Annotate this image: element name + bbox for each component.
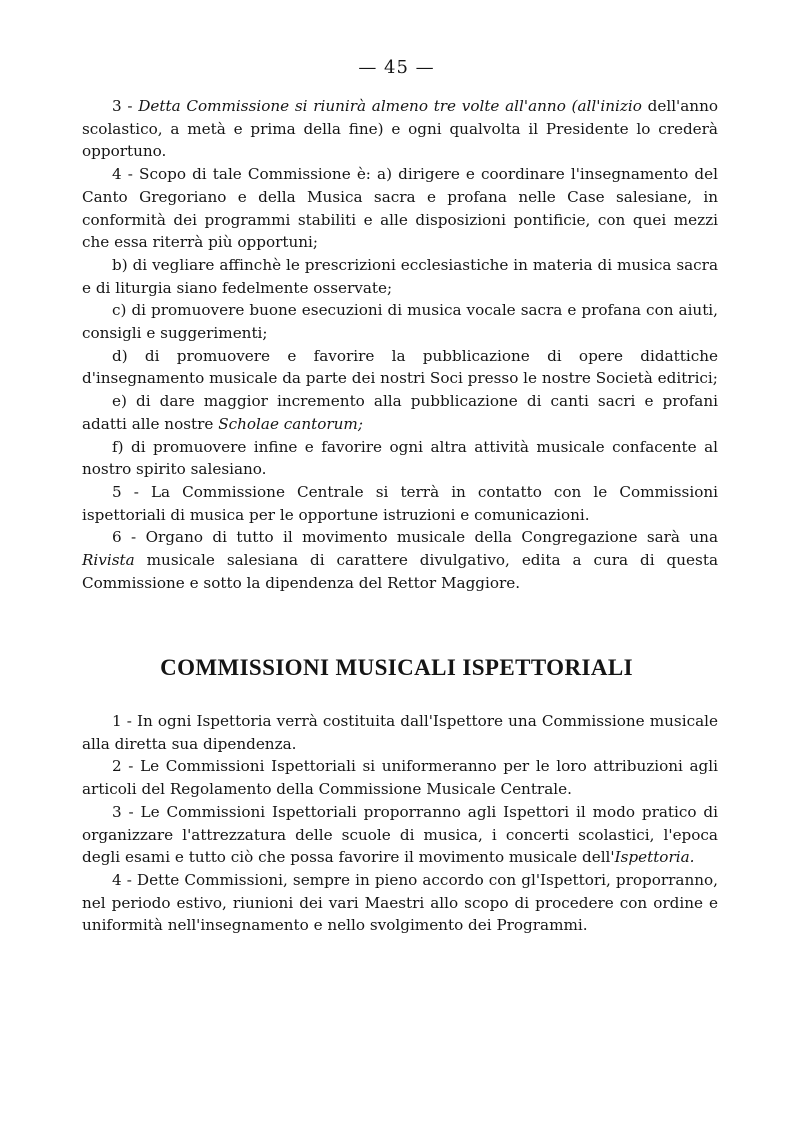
article-6-italic: Rivista — [82, 551, 135, 570]
article-body-inspectorial-commissions — [82, 710, 718, 937]
paragraph-article-3 — [82, 95, 718, 163]
paragraph-insp-article-1: 1 - In ogni Ispettoria verrà costituita dall'Ispettore una Commissione musicale alla diretta sua dipendenza. — [82, 712, 718, 753]
paragraph-article-6 — [82, 526, 718, 594]
paragraph-item-e — [82, 390, 718, 435]
article-body-central-commission — [82, 95, 718, 594]
paragraph-item-f: f) di promuovere infine e favorire ogni altra attività musicale confacente al nostro spirito salesiano. — [82, 437, 718, 479]
paragraph-insp-article-4: 4 - Dette Commissioni, sempre in pieno accordo con gl'Ispettori, proporranno, nel periodo estivo, riunioni dei vari Maestri allo scopo di procedere con ordine e uniformità nell'insegnamento e nello svolgimento dei Programmi. — [82, 870, 718, 935]
paragraph-insp-article-2: 2 - Le Commissioni Ispettoriali si uniformeranno per le loro attribuzioni agli articoli del Regolamento della Commissione Musicale Centrale. — [82, 757, 718, 799]
article-number-4: 4 - — [112, 165, 140, 184]
paragraph-article-4 — [82, 163, 718, 254]
paragraph-article-5: 5 - La Commissione Centrale si terrà in contatto con le Commissioni ispettoriali di musica per le opportune istruzioni e comunicazioni. — [82, 482, 718, 524]
insp-article-3-text: 3 - Le Commissioni Ispettoriali proporranno agli Ispettori il modo pratico di organizzare l'attrezzatura delle scuole di musica, i concerti scolastici, l'epoca degli esami e tutto ciò che possa favorire il movimento musicale dell' — [82, 802, 718, 867]
article-4-text: Scopo di tale Commissione è: a) dirigere e coordinare l'insegnamento del Canto Gregoriano e della Musica sacra e profana nelle Case salesiane, in conformità dei programmi stabiliti e alle disposizioni pontificie, con quei mezzi che essa riterrà più opportuni; — [82, 165, 718, 252]
article-6-after: musicale salesiana di carattere divulgativo, edita a cura di questa Commissione e sotto la dipendenza del Rettor Maggiore. — [82, 551, 718, 592]
paragraph-item-d: d) di promuovere e favorire la pubblicazione di opere didattiche d'insegnamento musicale da parte dei nostri Soci presso le nostre Società editrici; — [82, 346, 718, 388]
section-heading: COMMISSIONI MUSICALI ISPETTORIALI — [160, 655, 633, 680]
paragraph-item-c: c) di promuovere buone esecuzioni di musica vocale sacra e profana con aiuti, consigli e suggerimenti; — [82, 301, 718, 343]
article-3-italic: Detta Commissione si riunirà almeno tre volte all'anno (all'inizio — [138, 97, 642, 115]
article-3-rest: dell'anno scolastico, a metà e prima della fine) e ogni qualvolta il Presidente lo crederà opportuno. — [82, 97, 718, 161]
paragraph-item-b: b) di vegliare affinchè le prescrizioni ecclesiastiche in materia di musica sacra e di liturgia siano fedelmente osservate; — [82, 255, 718, 297]
article-number-3: 3 - — [112, 97, 139, 115]
item-e-text: e) di dare maggior incremento alla pubblicazione di canti sacri e profani adatti alle nostre — [82, 392, 718, 433]
insp-article-3-italic: Ispettoria. — [614, 848, 695, 867]
article-6-text: 6 - Organo di tutto il movimento musicale della Congregazione sarà una — [112, 528, 718, 547]
page-number: — 45 — — [358, 57, 435, 78]
item-e-italic: Scholae cantorum; — [218, 414, 363, 433]
paragraph-insp-article-3 — [82, 801, 718, 869]
